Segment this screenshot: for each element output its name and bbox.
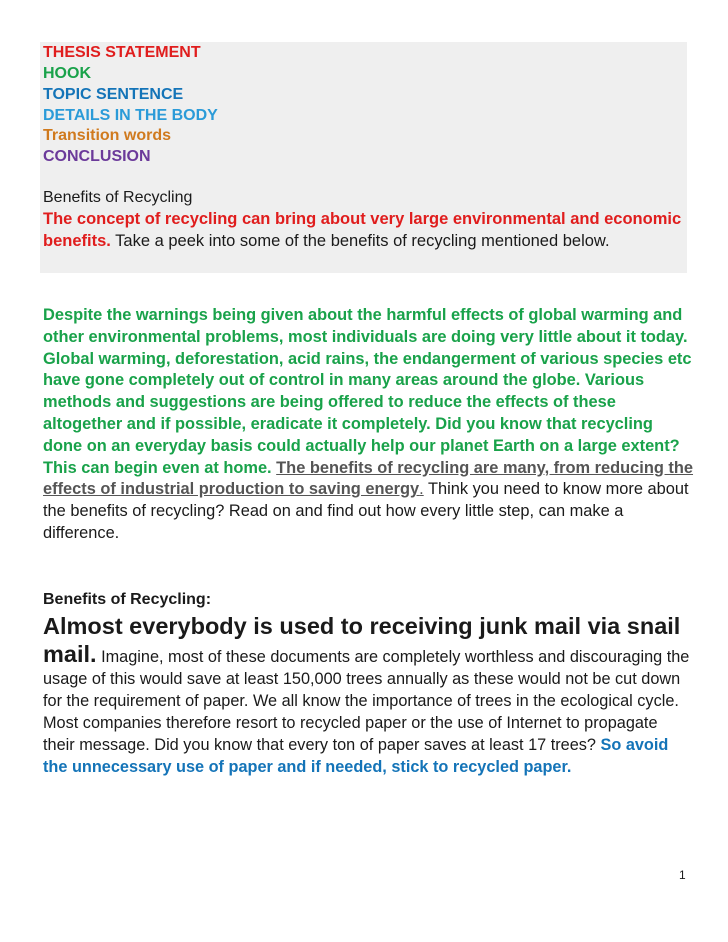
hook-followup-text: Think you need to know more about the benefits of recycling? Read on and find out how every little step, can make a difference. (43, 480, 689, 542)
key-thesis-statement: THESIS STATEMENT (43, 44, 201, 61)
key-conclusion: CONCLUSION (43, 148, 151, 165)
intro-text: Take a peek into some of the benefits of recycling mentioned below. (110, 232, 610, 250)
hook-paragraph (43, 305, 693, 545)
benefits-link-period: . (419, 480, 424, 499)
key-hook: HOOK (43, 65, 91, 82)
page-number: 1 (679, 868, 686, 882)
topic-sentence: Almost everybody is used to receiving junk mail via snail mail. (43, 613, 681, 667)
conclusion-sentence: So avoid the unnecessary use of paper and if needed, stick to recycled paper. (43, 736, 669, 776)
body-details: Imagine, most of these documents are completely worthless and discouraging the usage of this would save at least 150,000 trees annually as these would not be cut down for the requirement of paper. We all know the importance of trees in the ecological cycle. Most companies therefore resort to recycled paper or the use of Internet to propagate their message. Did you know that every ton of paper saves at least 17 trees? (43, 648, 690, 754)
key-topic-sentence: TOPIC SENTENCE (43, 86, 184, 103)
section-heading-2: Benefits of Recycling: (43, 591, 212, 608)
section-heading: Benefits of Recycling (43, 189, 193, 206)
hook-text: Despite the warnings being given about the harmful effects of global warming and other environmental problems, most individuals are doing very little about it today. Global warming, deforestation, acid rains, the endangerment of various species etc have gone completely out of control in many areas around the globe. Various methods and suggestions are being offered to reduce the effects of these altogether and if possible, eradicate it completely. Did you know that recycling done on an everyday basis could actually help our planet Earth on a large extent? This can begin even at home. (43, 306, 692, 477)
intro-paragraph (43, 208, 693, 252)
key-transition-words: Transition words (43, 127, 172, 144)
thesis-statement: The concept of recycling can bring about very large environmental and economic benefits. (43, 210, 682, 250)
key-details-in-body: DETAILS IN THE BODY (43, 107, 218, 124)
benefits-link[interactable]: The benefits of recycling are many, from reducing the effects of industrial production to saving energy (43, 458, 694, 499)
body-paragraph (43, 612, 693, 778)
